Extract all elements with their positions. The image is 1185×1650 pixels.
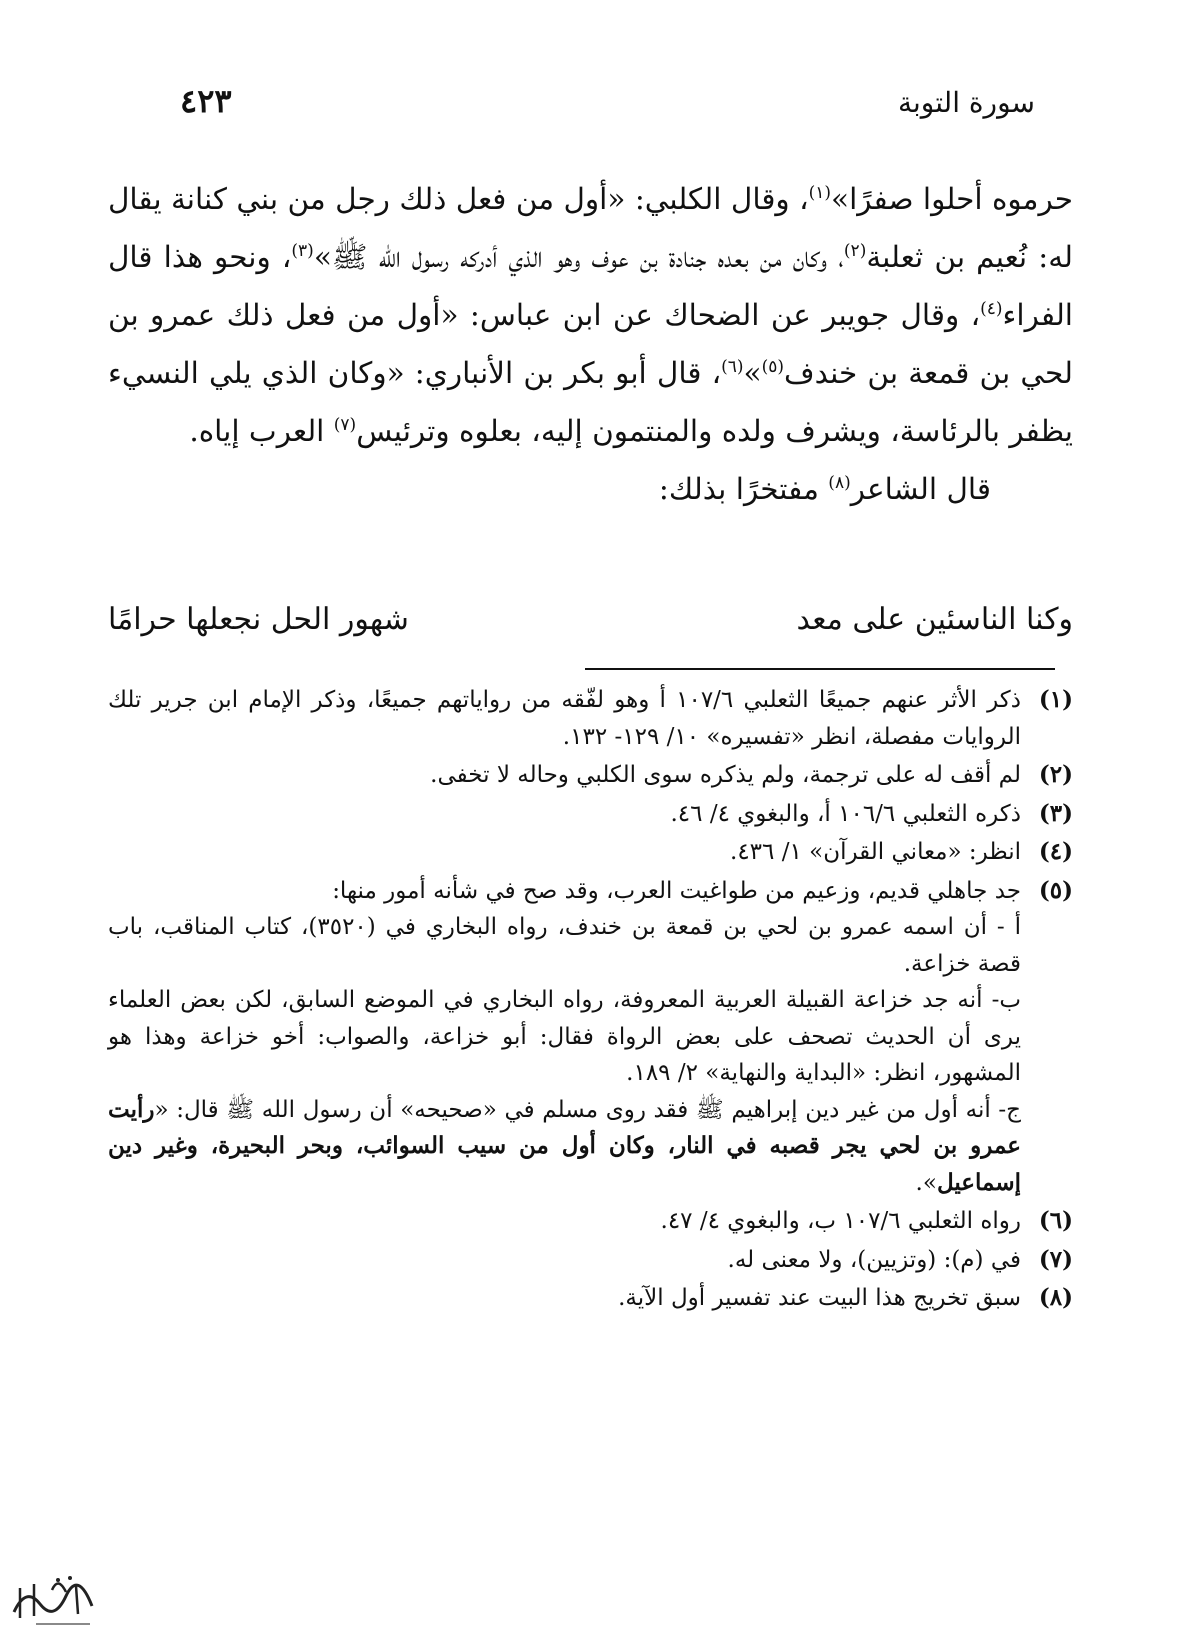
- text-run: ، قال أبو بكر بن الأنباري: «وكان الذي يلي النسيء يظفر بالرئاسة، ويشرف ولده والمنتمون إليه، بعلوه وترئيس: [108, 356, 1073, 448]
- footnote-5-item-a: أ - أن اسمه عمرو بن لحي بن قمعة بن خندف، رواه البخاري في (٣٥٢٠)، كتاب المناقب، باب قصة خزاعة.: [108, 914, 1021, 977]
- text-run: ج- أنه أول من غير دين إبراهيم ﷺ فقد روى مسلم في «صحيحه» أن رسول الله ﷺ قال: «: [154, 1096, 1021, 1123]
- footnote-number: (٦): [1038, 1207, 1073, 1234]
- footnote-ref-6[interactable]: (٦): [721, 357, 744, 378]
- page-header: [170, 82, 1035, 132]
- footnote-ref-2[interactable]: (٢): [843, 241, 867, 262]
- text-run: حرموه أحلوا صفرًا»: [831, 182, 1073, 216]
- footnote-text: سبق تخريج هذا البيت عند تفسير أول الآية.: [618, 1285, 1021, 1311]
- footnote-5: [108, 873, 1073, 1202]
- footnote-text: ذكره الثعلبي ١٠٦/٦ أ، والبغوي ٤/ ٤٦.: [670, 800, 1021, 827]
- text-run: ».: [915, 1169, 937, 1196]
- footnote-ref-5[interactable]: (٥): [761, 357, 785, 378]
- footnote-3: [108, 796, 1073, 833]
- footnote-text: لم أقف له على ترجمة، ولم يذكره سوى الكلبي وحاله لا تخفى.: [430, 762, 1021, 788]
- footnote-number: (٥): [1038, 876, 1073, 904]
- footnotes: [108, 682, 1073, 1319]
- text-run: ، وقال جويبر عن الضحاك عن ابن عباس: «أول من فعل ذلك عمرو بن لحي بن قمعة بن خندف: [108, 298, 1073, 390]
- hemistich-first: وكنا الناسئين على معد: [796, 602, 1073, 637]
- text-run: »: [743, 356, 762, 390]
- hadith-quote: رأيت عمرو بن لحي يجر قصبه في النار، وكان أول من سيب السوائب، وبحر البحيرة، وغير دين إسماعيل: [108, 1095, 1021, 1196]
- footnote-text: ذكر الأثر عنهم جميعًا الثعلبي ١٠٧/٦ أ وهو لفّقه من رواياتهم جميعًا، وذكر الإمام ابن جرير تلك الروايات مفصلة، انظر «تفسيره» ١٠/ ١٢٩- ١٣٢.: [108, 687, 1022, 750]
- page-number: ٤٢٣: [180, 82, 232, 120]
- footnote-number: (٨): [1038, 1284, 1073, 1311]
- text-run: ، وقال الكلبي: «أول من فعل ذلك رجل من بني كنانة يقال له: نُعيم بن ثعلبة: [108, 182, 1074, 274]
- text-run: ، وكان من بعده جنادة بن عوف وهو الذي أدركه رسول الله ﷺ»: [313, 240, 844, 274]
- footnote-ref-7[interactable]: (٧): [333, 415, 357, 436]
- paragraph-2: [108, 460, 1073, 518]
- text-run: العرب إياه.: [189, 414, 334, 448]
- text-run: مفتخرًا بذلك:: [658, 472, 829, 506]
- footnote-number: (٢): [1038, 761, 1073, 788]
- footnote-text: في (م): (وتزيين)، ولا معنى له.: [727, 1246, 1021, 1273]
- footnote-2: [108, 757, 1073, 794]
- footnote-text: انظر: «معاني القرآن» ١/ ٤٣٦.: [730, 839, 1021, 865]
- footnote-text: رواه الثعلبي ١٠٧/٦ ب، والبغوي ٤/ ٤٧.: [660, 1208, 1021, 1234]
- footnote-4: [108, 834, 1073, 871]
- footnote-number: (٣): [1038, 799, 1073, 827]
- footnote-text: [108, 873, 1021, 1202]
- surah-title: سورة التوبة: [897, 86, 1035, 119]
- footnote-5-intro: جد جاهلي قديم، وزعيم من طواغيت العرب، وقد صح في شأنه أمور منها:: [332, 877, 1021, 904]
- text-run: قال الشاعر: [850, 472, 991, 506]
- footnote-5-item-c: [108, 1092, 1021, 1202]
- footnote-8: [108, 1280, 1073, 1317]
- footnote-7: [108, 1242, 1073, 1279]
- footnote-number: (٧): [1038, 1245, 1073, 1273]
- hemistich-second: شهور الحل نجعلها حرامًا: [108, 602, 409, 637]
- footnote-ref-3[interactable]: (٣): [291, 241, 314, 262]
- footnote-number: (٤): [1038, 838, 1073, 865]
- watermark-seal-icon: [6, 1566, 98, 1632]
- main-text: [108, 170, 1073, 518]
- footnote-separator: [585, 668, 1055, 670]
- footnote-ref-8[interactable]: (٨): [828, 473, 851, 494]
- footnote-5-item-b: ب- أنه جد خزاعة القبيلة العربية المعروفة، رواه البخاري في الموضع السابق، لكن بعض العلماء يرى أن الحديث تصحف على بعض الرواة فقال: أبو خزاعة، والصواب: أخو خزاعة وهذا هو المشهور، انظر: «البداية والنهاية» ٢/ ١٨٩.: [108, 987, 1021, 1086]
- footnote-ref-4[interactable]: (٤): [980, 299, 1003, 320]
- text-run: ، ونحو هذا قال الفراء: [108, 240, 1073, 332]
- footnote-number: (١): [1038, 686, 1073, 713]
- footnote-ref-1[interactable]: (١): [808, 183, 832, 204]
- paragraph-1: [108, 170, 1073, 460]
- footnote-1: [108, 682, 1073, 755]
- footnote-6: [108, 1203, 1073, 1240]
- poem-verse: [108, 602, 1073, 662]
